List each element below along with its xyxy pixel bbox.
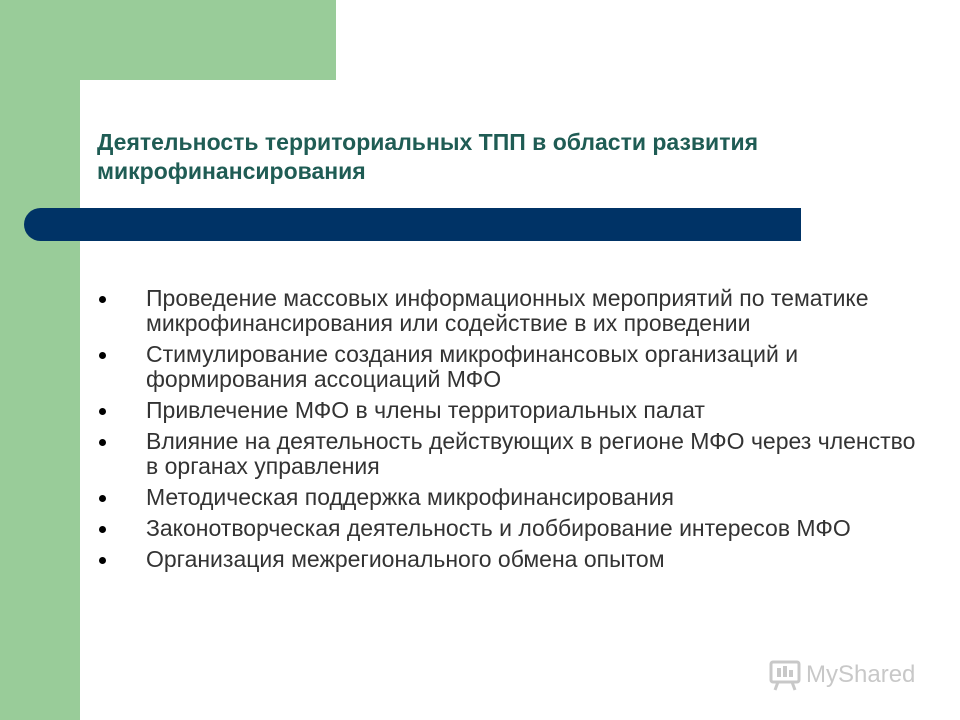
bullet-text: Организация межрегионального обмена опытом	[146, 546, 665, 572]
bullet-item	[98, 429, 918, 479]
title-divider-bar	[24, 208, 801, 241]
bullet-dot-icon	[99, 526, 106, 533]
bullet-dot-icon	[99, 352, 106, 359]
bullet-item	[98, 485, 918, 510]
bullet-text: Привлечение МФО в члены территориальных палат	[146, 397, 705, 423]
top-green-band	[0, 0, 336, 80]
bullet-text: Стимулирование создания микрофинансовых организаций и формирования ассоциаций МФО	[146, 341, 799, 392]
bullet-item	[98, 547, 918, 572]
bullet-item	[98, 342, 918, 392]
bullet-dot-icon	[99, 296, 106, 303]
bullet-item	[98, 286, 918, 336]
bullet-dot-icon	[99, 495, 106, 502]
left-green-band	[0, 0, 80, 720]
presentation-board-icon	[768, 658, 802, 692]
bullet-item	[98, 398, 918, 423]
watermark-text: MyShared	[806, 661, 916, 688]
bullet-list	[98, 286, 918, 578]
bullet-text: Методическая поддержка микрофинансирования	[146, 484, 675, 510]
slide-title: Деятельность территориальных ТПП в области развития микрофинансирования	[97, 129, 759, 184]
bullet-dot-icon	[99, 439, 106, 446]
bullet-text: Влияние на деятельность действующих в регионе МФО через членство в органах управления	[146, 428, 916, 479]
bullet-dot-icon	[99, 408, 106, 415]
watermark-logo[interactable]	[768, 655, 928, 695]
bullet-dot-icon	[99, 557, 106, 564]
bullet-text: Законотворческая деятельность и лоббирование интересов МФО	[146, 515, 851, 541]
bullet-item	[98, 516, 918, 541]
bullet-text: Проведение массовых информационных мероприятий по тематике микрофинансирования или содействие в их проведении	[146, 285, 869, 336]
